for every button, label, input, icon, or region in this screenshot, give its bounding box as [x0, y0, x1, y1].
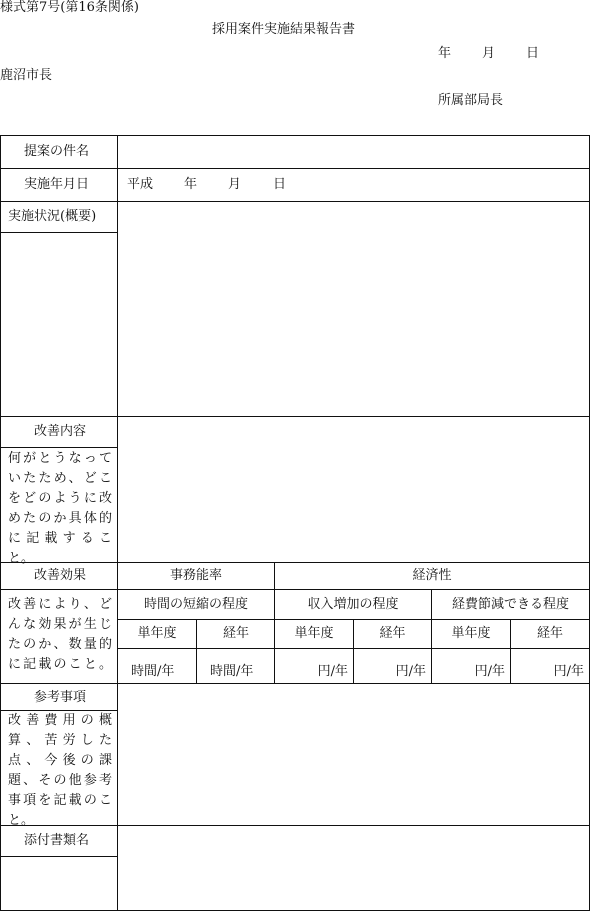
- unit-hour-year: 時間/年: [131, 664, 175, 679]
- document-title: 採用案件実施結果報告書: [212, 22, 356, 37]
- unit-yen-year: 円/年: [474, 664, 505, 679]
- implementation-date-label: 実施年月日: [24, 177, 90, 192]
- economy-header: 経済性: [412, 568, 452, 583]
- implementation-status-field[interactable]: [118, 202, 589, 416]
- time-single-year-field[interactable]: [118, 649, 196, 683]
- efficiency-header: 事務能率: [169, 568, 222, 583]
- unit-yen-year: 円/年: [317, 664, 348, 679]
- proposal-name-field[interactable]: [118, 136, 589, 168]
- revenue-increase-header: 収入増加の程度: [307, 597, 399, 612]
- effect-label: 改善効果: [34, 568, 87, 583]
- impl-month-label: 月: [228, 177, 242, 192]
- revenue-multi-year-field[interactable]: [354, 649, 431, 683]
- improvement-note: 何がとうなって いたため、どこ をどのように改 めたのか具体的 に記載するこ と。: [8, 451, 112, 566]
- cost-single-year-field[interactable]: [432, 649, 510, 683]
- attachments-label: 添付書類名: [24, 833, 90, 848]
- reference-label: 参考事項: [34, 690, 87, 705]
- reference-note: 改善費用の概 算、苦労した 点、今後の課 題、その他参考 事項を記載のこ と。: [8, 713, 112, 828]
- unit-yen-year: 円/年: [395, 664, 426, 679]
- unit-hour-year: 時間/年: [210, 664, 254, 679]
- implementation-status-label: 実施状況(概要): [8, 209, 97, 224]
- proposal-name-label: 提案の件名: [24, 144, 90, 159]
- date-year-label: 年: [438, 46, 452, 61]
- date-month-label: 月: [482, 46, 496, 61]
- sender: 所属部局長: [438, 93, 504, 108]
- revenue-multi-year-header: 経年: [379, 626, 406, 641]
- effect-note: 改善により、ど んな効果が生じ たのか、数量的 に記載のこと。: [8, 597, 112, 672]
- revenue-single-year-field[interactable]: [275, 649, 353, 683]
- date-day-label: 日: [526, 46, 540, 61]
- improvement-label: 改善内容: [34, 424, 87, 439]
- improvement-content-field[interactable]: [118, 417, 589, 562]
- cost-reduction-header: 経費節減できる程度: [451, 597, 569, 612]
- impl-year-label: 年: [184, 177, 198, 192]
- revenue-single-year-header: 単年度: [294, 626, 334, 641]
- cost-single-year-header: 単年度: [451, 626, 491, 641]
- attachments-field[interactable]: [118, 826, 589, 910]
- reference-field[interactable]: [118, 684, 589, 825]
- impl-day-label: 日: [273, 177, 287, 192]
- time-multi-year-header: 経年: [222, 626, 249, 641]
- time-multi-year-field[interactable]: [197, 649, 274, 683]
- cost-multi-year-header: 経年: [536, 626, 563, 641]
- cost-multi-year-field[interactable]: [511, 649, 589, 683]
- era-label: 平成: [127, 177, 154, 192]
- time-reduction-header: 時間の短縮の程度: [143, 597, 248, 612]
- implementation-date-field[interactable]: [118, 169, 589, 201]
- form-number: 様式第7号(第16条関係): [0, 0, 139, 15]
- time-single-year-header: 単年度: [137, 626, 177, 641]
- unit-yen-year: 円/年: [553, 664, 584, 679]
- addressee: 鹿沼市長: [0, 68, 53, 83]
